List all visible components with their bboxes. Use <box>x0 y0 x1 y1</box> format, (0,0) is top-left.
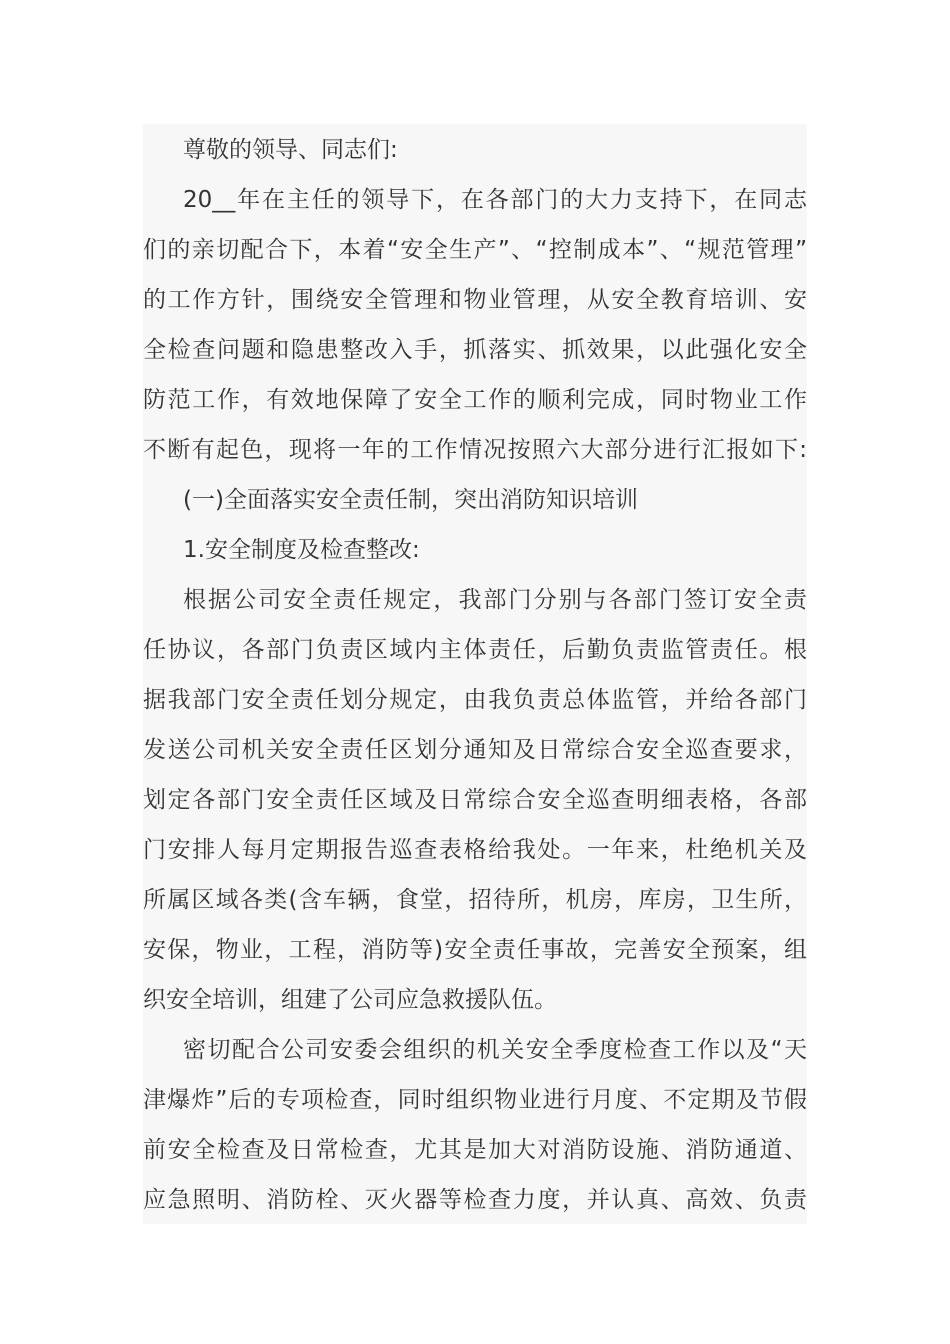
paragraph-line: 门安排人每月定期报告巡查表格给我处。一年来，杜绝机关及 <box>143 837 807 863</box>
paragraph-line: 们的亲切配合下，本着“安全生产”、“控制成本”、“规范管理” <box>143 237 807 263</box>
salutation: 尊敬的领导、同志们: <box>183 137 398 163</box>
paragraph-line: 应急照明、消防栓、灭火器等检查力度，并认真、高效、负责 <box>143 1187 807 1213</box>
paragraph-line: 划定各部门安全责任区域及日常综合安全巡查明细表格，各部 <box>143 787 807 813</box>
document-body <box>143 124 807 1224</box>
section-heading: (一)全面落实安全责任制，突出消防知识培训 <box>183 487 638 513</box>
paragraph-line: 发送公司机关安全责任区划分通知及日常综合安全巡查要求， <box>143 737 807 763</box>
paragraph-line: 织安全培训，组建了公司应急救援队伍。 <box>143 987 557 1013</box>
paragraph-line: 据我部门安全责任划分规定，由我负责总体监管，并给各部门 <box>143 687 807 713</box>
paragraph-line: 所属区域各类(含车辆，食堂，招待所，机房，库房，卫生所， <box>143 887 807 913</box>
paragraph-line: 全检查问题和隐患整改入手，抓落实、抓效果，以此强化安全 <box>143 337 807 363</box>
paragraph-line: 密切配合公司安委会组织的机关安全季度检查工作以及“天 <box>183 1037 807 1063</box>
paragraph-line: 根据公司安全责任规定，我部门分别与各部门签订安全责 <box>183 587 807 613</box>
paragraph-line: 津爆炸”后的专项检查，同时组织物业进行月度、不定期及节假 <box>143 1087 807 1113</box>
paragraph-line: 安保，物业，工程，消防等)安全责任事故，完善安全预案，组 <box>143 937 807 963</box>
paragraph-line: 不断有起色，现将一年的工作情况按照六大部分进行汇报如下: <box>143 437 807 463</box>
paragraph-line: 防范工作，有效地保障了安全工作的顺利完成，同时物业工作 <box>143 387 807 413</box>
paragraph-line: 的工作方针，围绕安全管理和物业管理，从安全教育培训、安 <box>143 287 807 313</box>
paragraph-line: 前安全检查及日常检查，尤其是加大对消防设施、消防通道、 <box>143 1137 807 1163</box>
subsection-heading: 1.安全制度及检查整改: <box>183 537 420 563</box>
paragraph-line: 20__年在主任的领导下，在各部门的大力支持下，在同志 <box>183 187 807 213</box>
paragraph-line: 任协议，各部门负责区域内主体责任，后勤负责监管责任。根 <box>143 637 807 663</box>
